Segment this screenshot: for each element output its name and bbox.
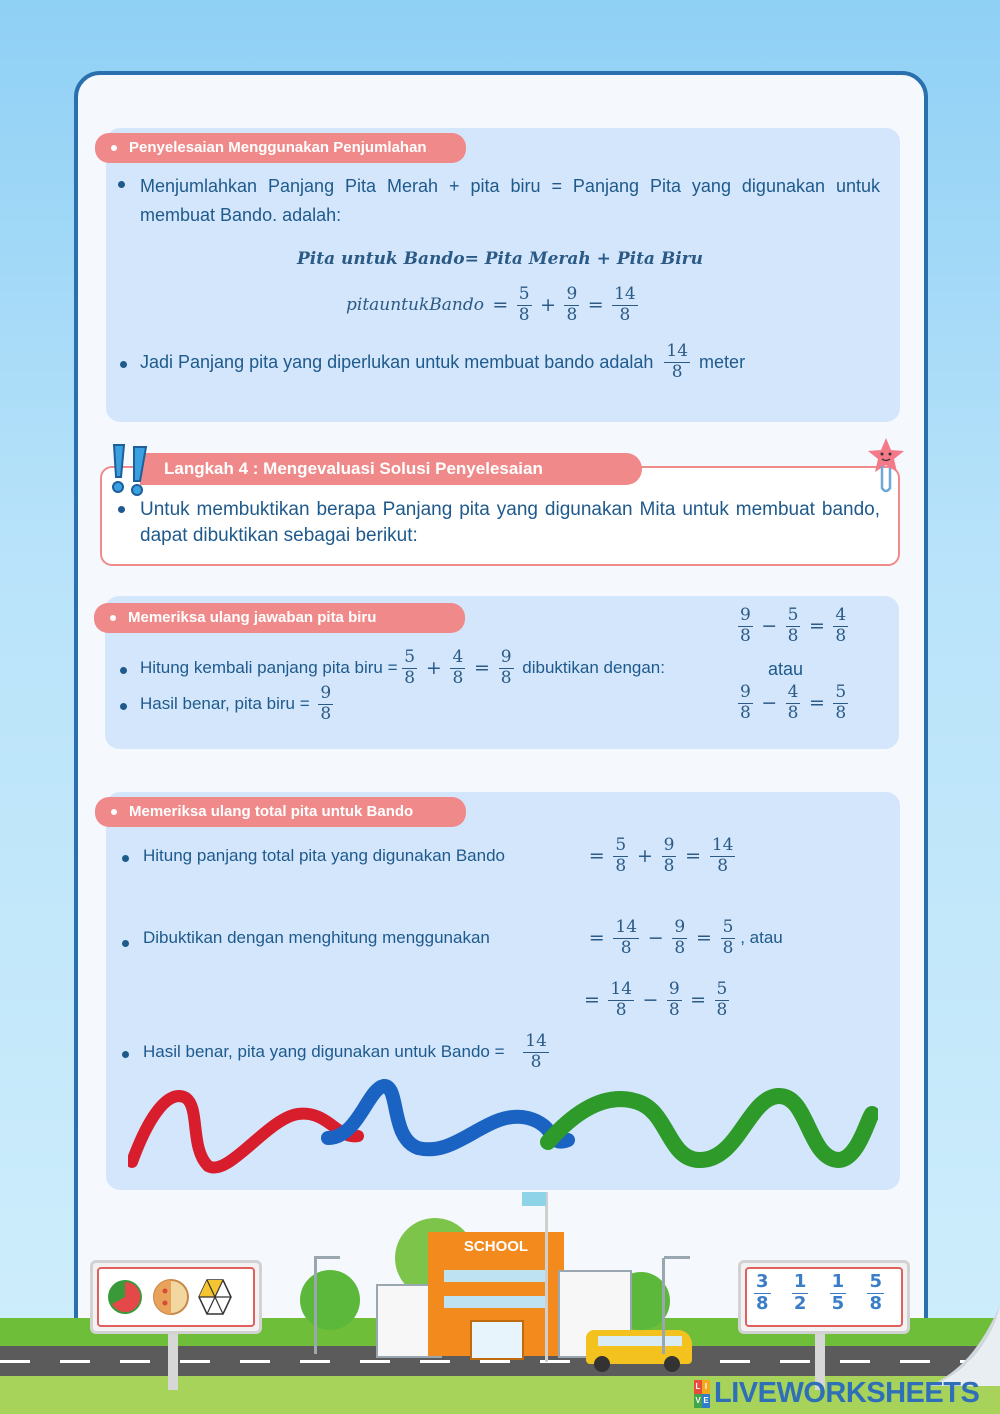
or-label: atau [768,659,804,679]
minus-sign: − [761,615,778,638]
equals-sign: = [588,927,605,950]
formula-words: Pita untuk Bando= Pita Merah + Pita Biru [296,249,704,269]
tree-left [300,1270,360,1330]
recount-bullet [120,648,665,688]
denominator: 8 [740,625,751,646]
denominator: 2 [793,1292,807,1314]
fraction-cards [754,1272,884,1318]
fraction [667,980,682,1020]
total-text: Hitung panjang total pita yang digunakan Bando [143,846,506,866]
denominator: 5 [831,1292,845,1314]
final-text: Hasil benar, pita yang digunakan untuk Bando = [143,1042,505,1062]
fraction [402,648,417,688]
denominator: 8 [716,999,728,1020]
conclusion-fraction [664,342,690,382]
fraction [786,606,801,646]
denominator: 8 [869,1292,882,1314]
conclusion-unit: meter [699,351,746,372]
equals-sign: = [808,692,825,715]
fraction [721,918,736,958]
brand-badge [694,1380,710,1408]
star-clip-icon [866,436,906,496]
fraction [833,606,848,646]
school-door [470,1320,524,1360]
step4-text: Untuk membuktikan berapa Panjang pita yang digunakan Mita untuk membuat bando, dapat dibuktikan sebagai berikut: [140,499,880,546]
badge-letter: V [694,1394,702,1408]
denominator: 8 [452,667,464,688]
fraction [662,836,677,876]
badge-letter: L [694,1380,702,1394]
denominator: 8 [620,937,632,958]
numerator: 9 [566,284,578,304]
blue-result-bullet [120,684,333,724]
blue-check-subtract-2 [738,683,848,723]
addition-bullet-text: Menjumlahkan Panjang Pita Merah + pita biru = Panjang Pita yang digunakan untuk membuat Bando. adalah: [140,176,880,225]
bus-wheel [664,1356,680,1372]
fraction-sum [612,285,638,325]
bullet-dot [120,703,127,710]
numerator: 5 [716,979,728,999]
plus-sign: + [540,294,556,317]
fraction-red [517,285,532,325]
formula-equation [346,285,638,325]
school-window-row [444,1296,548,1308]
ribbons-illustration [128,1078,878,1178]
equals-sign: = [588,845,605,868]
plus-sign: + [425,657,442,680]
denominator: 8 [835,625,847,646]
lamp-arm [314,1256,340,1259]
denominator: 8 [756,1292,769,1314]
fraction-card [792,1272,809,1318]
denominator: 8 [404,667,416,688]
fraction-card [830,1272,847,1318]
proof-line-2 [580,980,729,1020]
numerator: 5 [615,835,627,855]
numerator: 1 [831,1271,845,1292]
denominator: 8 [566,304,578,325]
fraction [613,918,639,958]
flag-pole [545,1192,548,1362]
lamp-post [314,1258,317,1354]
blue-check-pill: Memeriksa ulang jawaban pita biru [94,603,465,633]
denominator: 8 [717,855,729,876]
denominator: 8 [615,855,627,876]
denominator: 8 [320,703,332,724]
fraction [738,606,753,646]
total-check-pill: Memeriksa ulang total pita untuk Bando [95,797,466,827]
fraction [450,648,465,688]
numerator: 14 [615,917,638,937]
exclamation-icon [108,441,152,497]
denominator: 8 [518,304,530,325]
numerator: 9 [740,605,751,625]
numerator: 5 [404,647,416,667]
denominator: 8 [668,999,680,1020]
formula-lhs: pitauntukBando [346,295,484,316]
recount-tail: dibuktikan dengan: [522,658,665,678]
proof-tail: , atau [740,928,783,948]
fraction [786,683,801,723]
bullet-dot [118,181,125,188]
flag [522,1192,546,1206]
equals-sign: = [584,989,600,1012]
minus-sign: − [647,927,664,950]
numerator: 4 [835,605,847,625]
addition-pill: Penyelesaian Menggunakan Penjumlahan [95,133,466,163]
fraction-card [867,1272,884,1318]
conclusion-bullet [120,342,745,388]
blue-result-text: Hasil benar, pita biru = [140,694,310,714]
numerator: 4 [787,682,799,702]
denominator: 8 [787,625,799,646]
bullet-dot [122,940,129,947]
denominator: 8 [835,702,847,723]
numerator: 5 [518,284,530,304]
numerator: 5 [835,682,847,702]
total-bullet [122,836,735,876]
denominator: 8 [787,702,799,723]
numerator: 14 [610,979,633,999]
numerator: 4 [452,647,464,667]
school-window-row [444,1270,548,1282]
numerator: 5 [722,917,734,937]
denominator: 8 [615,999,627,1020]
numerator: 9 [500,647,512,667]
numerator: 14 [666,341,689,361]
equals-sign: = [492,294,509,317]
minus-sign: − [761,692,778,715]
bullet-dot [120,667,127,674]
numerator: 14 [525,1031,547,1051]
numerator: 9 [320,683,332,703]
fraction [738,683,753,723]
badge-letter: I [702,1380,710,1394]
denominator: 8 [530,1051,542,1072]
equals-sign: = [474,657,490,680]
road-marking [0,1360,1000,1363]
numerator: 9 [674,917,686,937]
equals-sign: = [587,294,604,317]
numerator: 14 [711,835,734,855]
numerator: 9 [740,682,751,702]
addition-bullet [118,172,880,230]
conclusion-text: Jadi Panjang pita yang diperlukan untuk membuat bando adalah [140,351,654,372]
numerator: 3 [756,1271,769,1292]
final-bullet [122,1032,549,1072]
school-sign: SCHOOL [463,1238,529,1255]
numerator: 9 [663,835,675,855]
proof-text: Dibuktikan dengan menghitung menggunakan [143,928,490,948]
numerator: 5 [869,1271,882,1292]
fraction [833,683,848,723]
proof-bullet [122,918,783,958]
page-curl-icon [930,1306,1000,1386]
bus-windows [598,1336,682,1346]
blue-check-subtract-1 [738,606,848,646]
sign-post-left [168,1326,178,1390]
fraction [613,836,628,876]
fraction-blue [564,285,579,325]
bullet-dot [122,1051,129,1058]
bus-wheel [594,1356,610,1372]
denominator: 8 [740,702,751,723]
fraction [499,648,514,688]
fraction-shapes-icon [105,1277,245,1317]
denominator: 8 [722,937,734,958]
bullet-dot [118,506,125,513]
brand-name: LIVEWORKSHEETS [714,1377,980,1409]
fraction-shapes-sign [90,1260,262,1334]
bullet-dot [122,855,129,862]
fraction [672,918,687,958]
fraction-card [754,1272,771,1318]
fraction [710,836,736,876]
step4-bullet [118,497,880,549]
numerator: 5 [787,605,799,625]
numerator: 9 [668,979,680,999]
recount-text: Hitung kembali panjang pita biru = [140,658,398,678]
lamp-post [662,1258,665,1354]
fraction [715,980,730,1020]
minus-sign: − [642,989,659,1012]
equals-sign: = [690,989,707,1012]
liveworksheets-logo[interactable] [694,1376,994,1410]
equals-sign: = [695,927,712,950]
plus-sign: + [636,845,653,868]
denominator: 8 [619,304,631,325]
denominator: 8 [671,361,683,382]
lamp-arm [664,1256,690,1259]
denominator: 8 [663,855,675,876]
fraction [608,980,634,1020]
bullet-dot [120,361,127,368]
step4-title: Langkah 4 : Mengevaluasi Solusi Penyelesaian [140,453,642,485]
blue-result-fraction [318,684,333,724]
badge-letter: E [702,1394,710,1408]
equals-sign: = [685,845,702,868]
equals-sign: = [808,615,825,638]
numerator: 1 [793,1271,807,1292]
denominator: 8 [500,667,512,688]
numerator: 14 [614,284,636,304]
final-fraction [523,1032,549,1072]
denominator: 8 [674,937,686,958]
